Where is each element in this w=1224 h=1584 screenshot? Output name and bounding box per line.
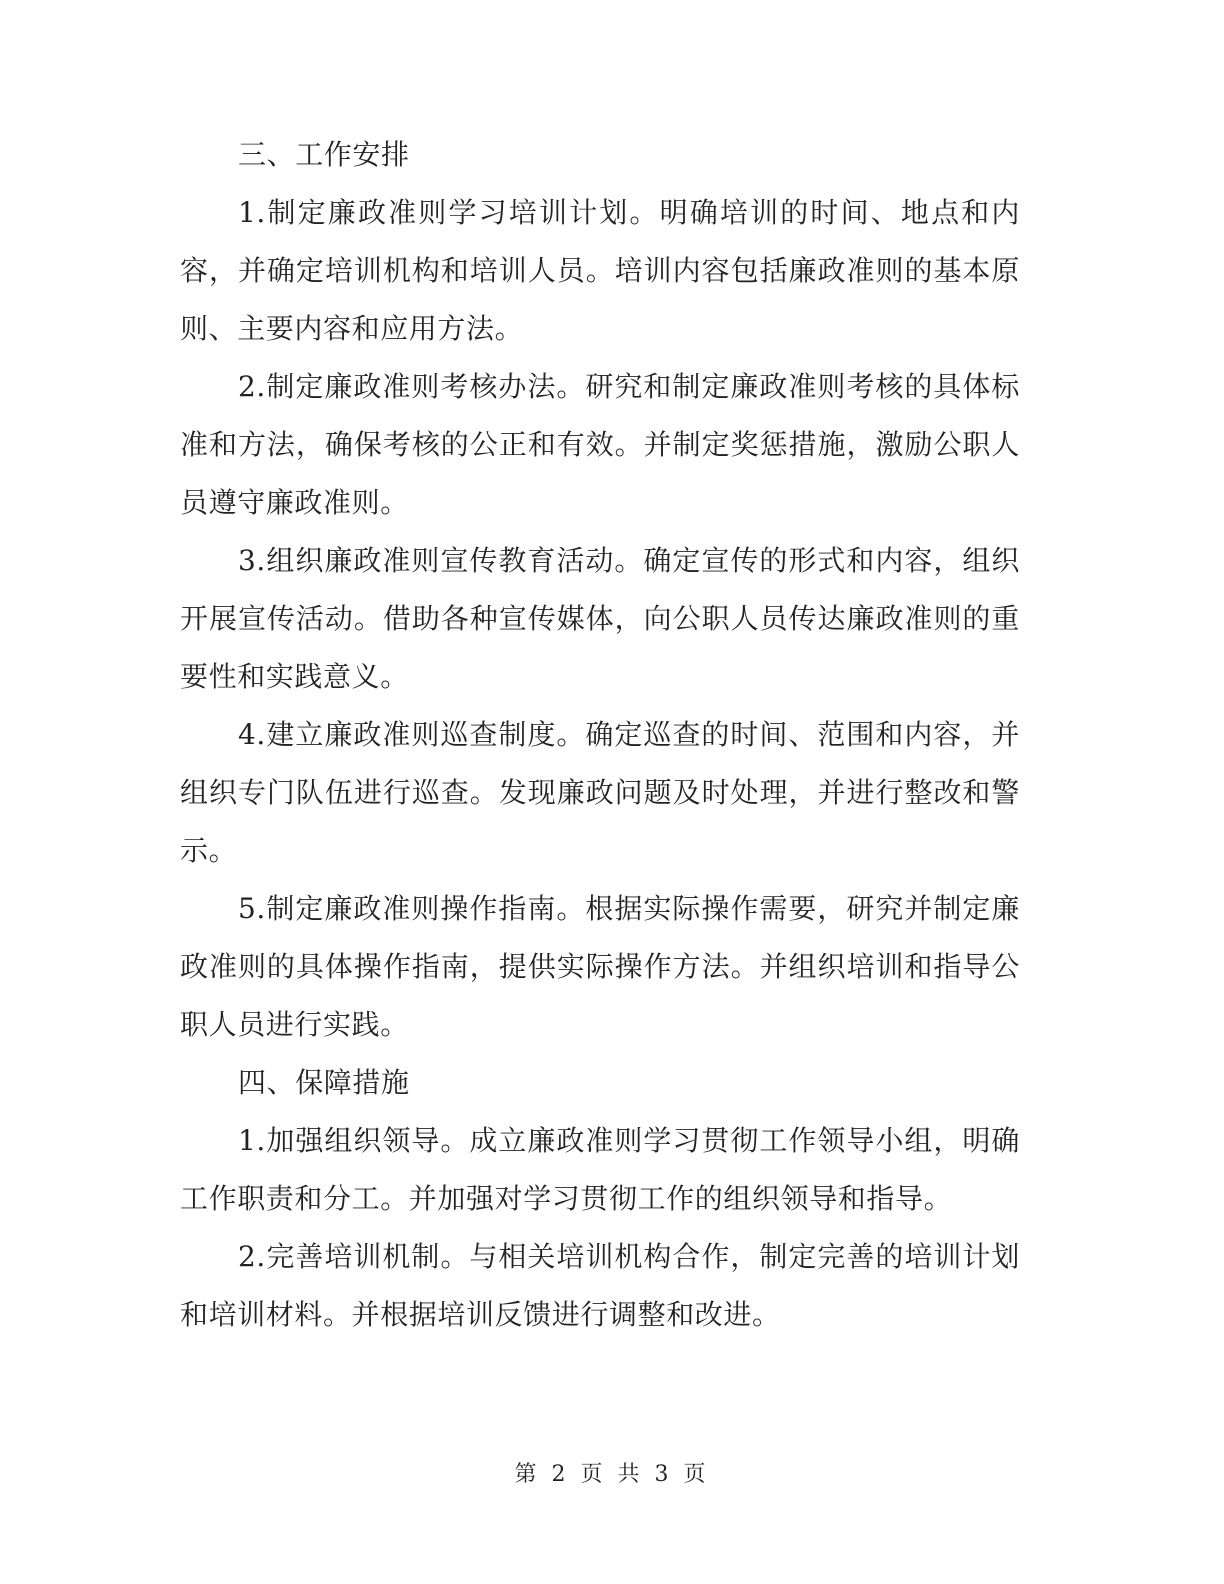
paragraph-organizational-leadership: 1.加强组织领导。成立廉政准则学习贯彻工作领导小组，明确工作职责和分工。并加强对学习贯彻工作的组织领导和指导。 (180, 1124, 1020, 1215)
page-number-footer: 第 2 页 共 3 页 (514, 1462, 710, 1487)
section-heading-safeguard-measures: 四、保障措施 (238, 1066, 410, 1099)
paragraph-publicity-activities: 3.组织廉政准则宣传教育活动。确定宣传的形式和内容，组织开展宣传活动。借助各种宣传媒体，向公职人员传达廉政准则的重要性和实践意义。 (180, 544, 1020, 693)
paragraph-training-plan: 1.制定廉政准则学习培训计划。明确培训的时间、地点和内容，并确定培训机构和培训人员。培训内容包括廉政准则的基本原则、主要内容和应用方法。 (180, 196, 1020, 345)
paragraph-inspection-system: 4.建立廉政准则巡查制度。确定巡查的时间、范围和内容，并组织专门队伍进行巡查。发现廉政问题及时处理，并进行整改和警示。 (180, 718, 1020, 867)
paragraph-training-mechanism: 2.完善培训机制。与相关培训机构合作，制定完善的培训计划和培训材料。并根据培训反馈进行调整和改进。 (180, 1240, 1020, 1331)
document-body (180, 126, 1020, 1344)
paragraph-assessment-method: 2.制定廉政准则考核办法。研究和制定廉政准则考核的具体标准和方法，确保考核的公正和有效。并制定奖惩措施，激励公职人员遵守廉政准则。 (180, 370, 1020, 519)
paragraph-operation-guide: 5.制定廉政准则操作指南。根据实际操作需要，研究并制定廉政准则的具体操作指南，提供实际操作方法。并组织培训和指导公职人员进行实践。 (180, 892, 1020, 1041)
section-heading-work-arrangement: 三、工作安排 (238, 138, 410, 171)
